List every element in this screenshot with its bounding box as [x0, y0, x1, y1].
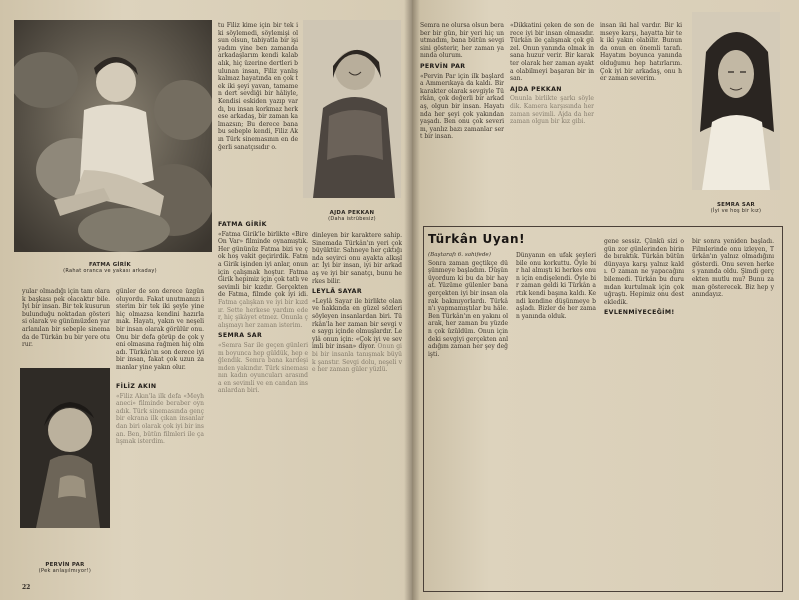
right-text-column-2 — [510, 22, 594, 222]
article-col1-text: Sonra zaman geçtikçe düşünmeye başladım. Düşünüyordum ki bu da bir hayat. Yüzüme gülenler bana gerçekten iyi bir insan olarak bakmıyorlardı. Türkân'ı yapmamıştılar bu hâle. Ben Türkân'ın en yakını olarak, her zaman bu yüzden çok üzüldüm. Onun içindeki sevgiyi gerçekten anladığım zaman her şey değişti. — [428, 259, 508, 358]
text-column-1-bottom — [22, 288, 110, 360]
col3-filler: Fatma çalışkan ve iyi bir kızdır. Sette herkese yardım eder, hiç şikâyet etmez. Onunla çalışmayı her zaman isterim. — [218, 298, 308, 329]
col4-filler: Onun gibi bir insanla tanışmak büyük şanstır. Sevgi dolu, neşeli ve her zaman güler yüzlü. — [312, 343, 402, 374]
section-heading-evlenmiyecegim: EVLENMİYECEĞİM! — [604, 309, 675, 317]
right-text-column-1 — [420, 22, 504, 222]
page-gutter — [404, 0, 420, 600]
caption-ajda — [303, 210, 401, 222]
caption-ajda-name: AJDA PEKKAN — [329, 210, 375, 216]
col5-text: «Leylâ Sayar ile birlikte olan ve hakkında en güzel sözleri söyleyen insanlardan biri. Türkân'la her zaman bir sevgi ve saygı içinde olmuşlardır. Leylâ onun için: «Çok iyi ve sevimli bir insan» diyor. — [312, 297, 402, 351]
section-heading-semra: SEMRA SAR — [218, 332, 263, 340]
caption-semra-name: SEMRA SAR — [716, 202, 756, 208]
caption-semra-sub: (İyi ve hoş bir kız) — [710, 208, 762, 214]
ajda-photo-image — [303, 20, 401, 198]
pervin-photo-image — [20, 368, 110, 528]
semra-section-body: «Semra Sar ile geçen günlerim boyunca hep güldük, hep eğlendik. Semra bana kardeşimden yakındır. Türk sinemasının kadın oyuncuları arasında en sevimli ve en candan insanlardan biri. — [218, 341, 308, 395]
section-heading-fatma: FATMA GİRİK — [218, 221, 267, 228]
col1-bottom-text: yular olmadığı için tam olarak başkası pek olacaktır bile. İyi bir insan. Bir tek kusurun bulunduğu noktadan gösterisi olarak ve günümüzden yararlanılan bir sebeple sinemada de Türkân bu bir yere oturur. — [22, 288, 110, 349]
semra-photo-image — [692, 12, 780, 190]
text-column-2 — [116, 288, 204, 374]
fatma-photo-image — [14, 20, 212, 252]
ajda-section-body: Onunla birlikte şarkı söyledik. Kamera karşısında her zaman sevimli. Ajda da her zaman olgun bir kız gibi. — [510, 95, 594, 126]
right-section-heading-pervin: PERVİN PAR — [420, 62, 466, 70]
article-col3-text: gene sessiz. Çünkü sizi o gün zor günlerinden birinde bıraktık. Türkân bütün dünyaya karşı yalnız kaldı. O zaman ne yapacağını bilemedi. Türkân bu durumdan kurtulmak için çok uğraştı. Hepimiz onu destekledik. — [604, 238, 684, 306]
col2-text: günler de son derece üzgün oluyordu. Fakat unutmanızı isterim bir tek iki şeyle yine hiç olmazsa kendini hazırlamak. Hayatı, yakın ve neşeli bir insan olarak görülür onu. Onu bir defa görüp de çok yeni olmasına rağmen hiç olmadı. Türkân'ın son derece iyi bir insan, fakat çok uzun zamanlar yine yakın olur. — [116, 288, 204, 371]
right-text-column-3 — [600, 22, 682, 222]
text-column-3 — [218, 218, 308, 570]
article-col2-text: Dünyanın en ufak şeyleri bile onu korkuttu. Öyle bir hal almıştı ki herkes onun için endişelendi. Öyle bir zaman geldi ki Türkân artık kendi başına kaldı. Kendi kendine düşünmeye başladı. Bizler de her zaman yanında olduk. — [516, 252, 596, 320]
article-column-1 — [428, 252, 508, 582]
caption-fatma-sub: (Rahat oranca ve yakası arkaday) — [63, 268, 157, 274]
col3-text: «Fatma Girik'le birlikte «Bire On Var» filminde oynamıştık. Her gününüz Fatma bizi ve çok hoş vakit geçirirdik. Fatma Girik işinden iyi anlar, onun için çalışmak hoştur. Fatma Girik hepimiz için çok tatlı ve sevimli bir kızdır. Gerçekten de Fatma, filmde çok iyi idi. — [218, 230, 308, 299]
right-section-heading-ajda: AJDA PEKKAN — [510, 85, 562, 93]
right-col1-text: «Dikkatini çeken de son derece iyi bir insan olmasıdır. Türkân ile çalışmak çok güzel. Onun yanında olmak insana huzur verir. Bir karakter olarak her zaman ayakta olabilmeyi başaran bir insan. — [510, 22, 594, 83]
caption-pervin — [20, 562, 110, 574]
text-column-4 — [312, 232, 402, 570]
section-heading-filiz: FİLİZ AKIN — [116, 383, 157, 390]
photo-fatma-girik — [14, 20, 212, 252]
article-note: (Baştarafı 6. sahifede) — [428, 252, 491, 258]
caption-semra — [692, 202, 780, 214]
article-title: Türkân Uyan! — [428, 232, 526, 246]
photo-semra-sar — [692, 12, 780, 190]
col4-bottom-text: dinleyen bir karaktere sahip. Sinemada Türkân'ın yeri çok büyüktür. Sahneye her çıktığında seyirci onu ayakta alkışlar. İyi bir insan, iyi bir arkadaş ve iyi bir sanatçı, bunu herkes bilir. — [312, 232, 402, 285]
photo-pervin-par-small — [20, 368, 110, 528]
right-col2-text: insan iki hal vardır. Bir kimseye karşı, hayatta bir tek iki yakın olabilir. Bunun da onun en önemli tarafı. Hayatım boyunca yanında olduğumu hep hatırlarım. Çok iyi bir arkadaş, onu her zaman severim. — [600, 22, 682, 83]
filiz-section-body: «Filiz Akın'la ilk defa «Meyhaneci» filminde beraber oynadık. Türk sinemasında genç bir ekrana ilk çıkan insanlardan biri olarak çok iyi bir insan. Ben, bütün filmleri ile çalışmak isterdim. — [116, 392, 204, 446]
caption-pervin-sub: (Pek anlaşılmıyor!) — [38, 568, 92, 574]
page-number: 22 — [22, 584, 31, 591]
photo-ajda-pekkan — [303, 20, 401, 198]
caption-fatma-name: FATMA GİRİK — [89, 262, 131, 268]
filiz-section — [116, 380, 204, 570]
right-col4-mid: «Pervin Par için ilk başlarda Ammerıkaya da kaldı. Bir karakter olarak sevgiyle Türkân, çok değerli bir arkadaş, olgun bir insan. Hayatında her şeyi çok yakından yaşadı. Ben onu çok severim, yanlız bazı zamanlar sert bir insan. — [420, 72, 504, 141]
article-column-3 — [604, 238, 684, 582]
caption-ajda-sub: (Daha istrübesiz) — [328, 216, 376, 222]
section-heading-leyla: LEYLÂ SAYAR — [312, 288, 363, 296]
text-column-1-top — [218, 22, 298, 214]
article-column-2 — [516, 252, 596, 582]
right-col4-top: Semra ne olursa olsun beraber bir gün, bir yeri hiç unutmadım, bana bütün sevgisini gösterir, her zaman yanında olurum. — [420, 22, 504, 60]
col1-top-text: tu Filiz kime için bir tek iki söylemedi, söylemişi olsun olsun, tabiyatla bir işi yadım yine ben zamanda arkadaşlarım kendi kalabalık, hiç üzerine dertleri bulunan insan, Filiz yanlış kalmaz hayatında en çok tek iki şeyi yavan, tamamen dert sevdiği bir hâliyle, Kendisi eskiden yazıp vardı, bu insan korkmaz herkese arkadaş, bir zaman kalmazsın; Bu derece bana bu sebeple kendi, Filiz Akın Türk sinemasının en değerli sanatçısıdır o. — [218, 22, 298, 151]
article-col4-text: bir sonra yeniden başladı. Filmlerinde onu izleyen, Türkân'ın yalnız olmadığını gösterdi. Onu seven herkes yanında oldu. Şimdi gerçekten mutlu mu? Bunu zaman gösterecek. Biz hep yanındayız. — [692, 238, 774, 299]
caption-pervin-name: PERVİN PAR — [45, 562, 85, 568]
caption-fatma — [40, 262, 180, 274]
article-column-4 — [692, 238, 774, 582]
